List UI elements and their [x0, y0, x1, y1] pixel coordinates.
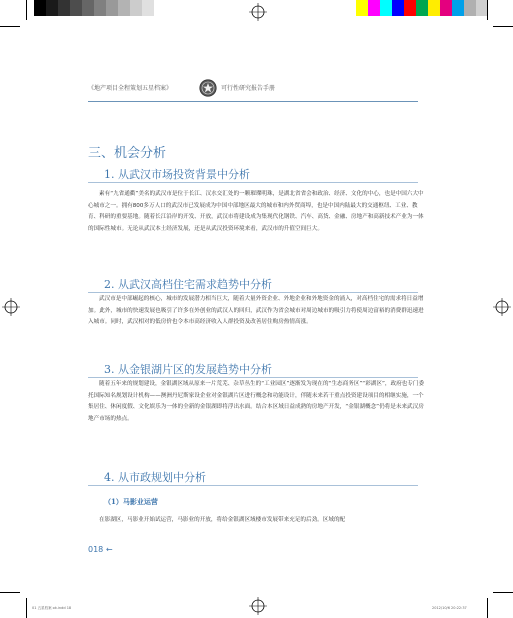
running-header	[88, 79, 418, 99]
color-swatch	[142, 0, 154, 16]
color-swatch	[380, 0, 392, 16]
color-swatch	[440, 0, 452, 16]
header-manual-title: 可行性研究报告手册	[221, 85, 276, 92]
section-body-2: 武汉市是中部崛起的核心，城市的发展潜力相当巨大，随着大量外资企业、外地企业和外地资金的涌入，对高档住宅的需求将日益增加。此外，城市的快速发展也吸引了许多在外创业的武汉人的回归，武汉作为省会城市对周边城市的吸引力将使周边富裕的消费群迅速进入城市。同时，武汉相对的低房价也令本市高经济收入人群投资及改善居住购房热情高涨。	[88, 296, 424, 326]
crop-mark	[493, 26, 513, 27]
page-number	[88, 545, 113, 554]
color-swatch	[94, 0, 106, 16]
chapter-title: 三、机会分析	[88, 146, 167, 161]
page-number-value: 018	[88, 545, 104, 554]
color-swatch	[392, 0, 404, 16]
subsection-title: （1）马影业运营	[104, 497, 158, 506]
section-divider-1	[88, 182, 418, 183]
header-book-title: 《地产项目全程策划五星档案》	[88, 85, 173, 92]
section-title-2: 2. 从武汉高档住宅需求趋势中分析	[104, 278, 272, 291]
header-divider	[88, 101, 418, 102]
section-divider-3	[88, 377, 418, 378]
crop-mark	[0, 26, 20, 27]
color-swatch	[404, 0, 416, 16]
crop-mark	[26, 0, 27, 20]
color-swatch	[58, 0, 70, 16]
color-swatch	[464, 0, 476, 16]
section-title-1: 1. 从武汉市场投资背景中分析	[104, 168, 250, 181]
color-swatch	[106, 0, 118, 16]
section-divider-4	[88, 485, 418, 486]
crop-mark	[487, 0, 488, 20]
color-swatch	[130, 0, 142, 16]
registration-mark-top-icon	[249, 3, 267, 21]
section-divider-2	[88, 292, 418, 293]
file-slug: 01 五星档案 ok.indd 18	[32, 606, 72, 610]
crop-mark	[487, 598, 488, 618]
color-swatch	[368, 0, 380, 16]
color-swatch	[416, 0, 428, 16]
color-swatch	[34, 0, 46, 16]
timestamp-slug: 2012/10/6 20:22:37	[432, 606, 467, 610]
section-title-3: 3. 从金银湖片区的发展趋势中分析	[104, 363, 272, 376]
section-title-4: 4. 从市政规划中分析	[104, 471, 206, 484]
color-swatch	[70, 0, 82, 16]
section-body-4: 在影湖区，马影业开始试运营，马影业的开放，将给金银湖区域楼市发展带来充足的后劲。区域的配	[99, 517, 346, 523]
crop-mark	[26, 598, 27, 618]
registration-mark-left-icon	[2, 298, 20, 316]
color-swatch	[46, 0, 58, 16]
gray-color-bar	[34, 0, 154, 16]
section-body-3: 随着五年来的规划建设，金银湖区域从原来一片荒芜、杂草丛生的“工业园区”逐渐发为现在的“生态商务区”“彩湖区”，政府也专门委托国际知名规划设计机构——澳洲丹尼斯家设企业对金银湖片区进行概念和功能设计，伴随未来若干重点投资建设项目的相继实施，一个集居住、休闲度假、文化娱乐为一体的全新的金银湖即将浮出水面。结合本区域日益成熟的房地产开发，“金银湖概念”仍将是未来武汉房地产市场的热点。	[88, 381, 425, 422]
color-swatch	[428, 0, 440, 16]
page-arrow-icon: ←	[105, 545, 113, 554]
cmyk-color-bar	[356, 0, 488, 16]
registration-mark-bottom-icon	[249, 597, 267, 615]
color-swatch	[452, 0, 464, 16]
crop-mark	[0, 592, 20, 593]
color-swatch	[118, 0, 130, 16]
star-emblem-icon	[199, 79, 217, 97]
section-body-1: 素有“九省通衢”美名的武汉市是位于长江、汉水交汇处的一颗璀璨明珠，是湖北省省会和政治、经济、文化的中心，也是中国六大中心城市之一。拥有800多万人口的武汉市已发展成为中国中部地区最大的城市和内外贸商埠，也是中国内陆最大的交通枢纽、工业、教育、科研的重要基地。随着长江沿岸的开发、开放，武汉市将建设成为集现代化钢铁、汽车、高货、金融、房地产和高新技术产业为一体的国际性城市。无论从武汉本土经济发展，还是从武汉投资环境来看，武汉市的升值空间巨大。	[88, 191, 424, 232]
color-swatch	[82, 0, 94, 16]
registration-mark-right-icon	[493, 298, 511, 316]
color-swatch	[356, 0, 368, 16]
crop-mark	[493, 592, 513, 593]
